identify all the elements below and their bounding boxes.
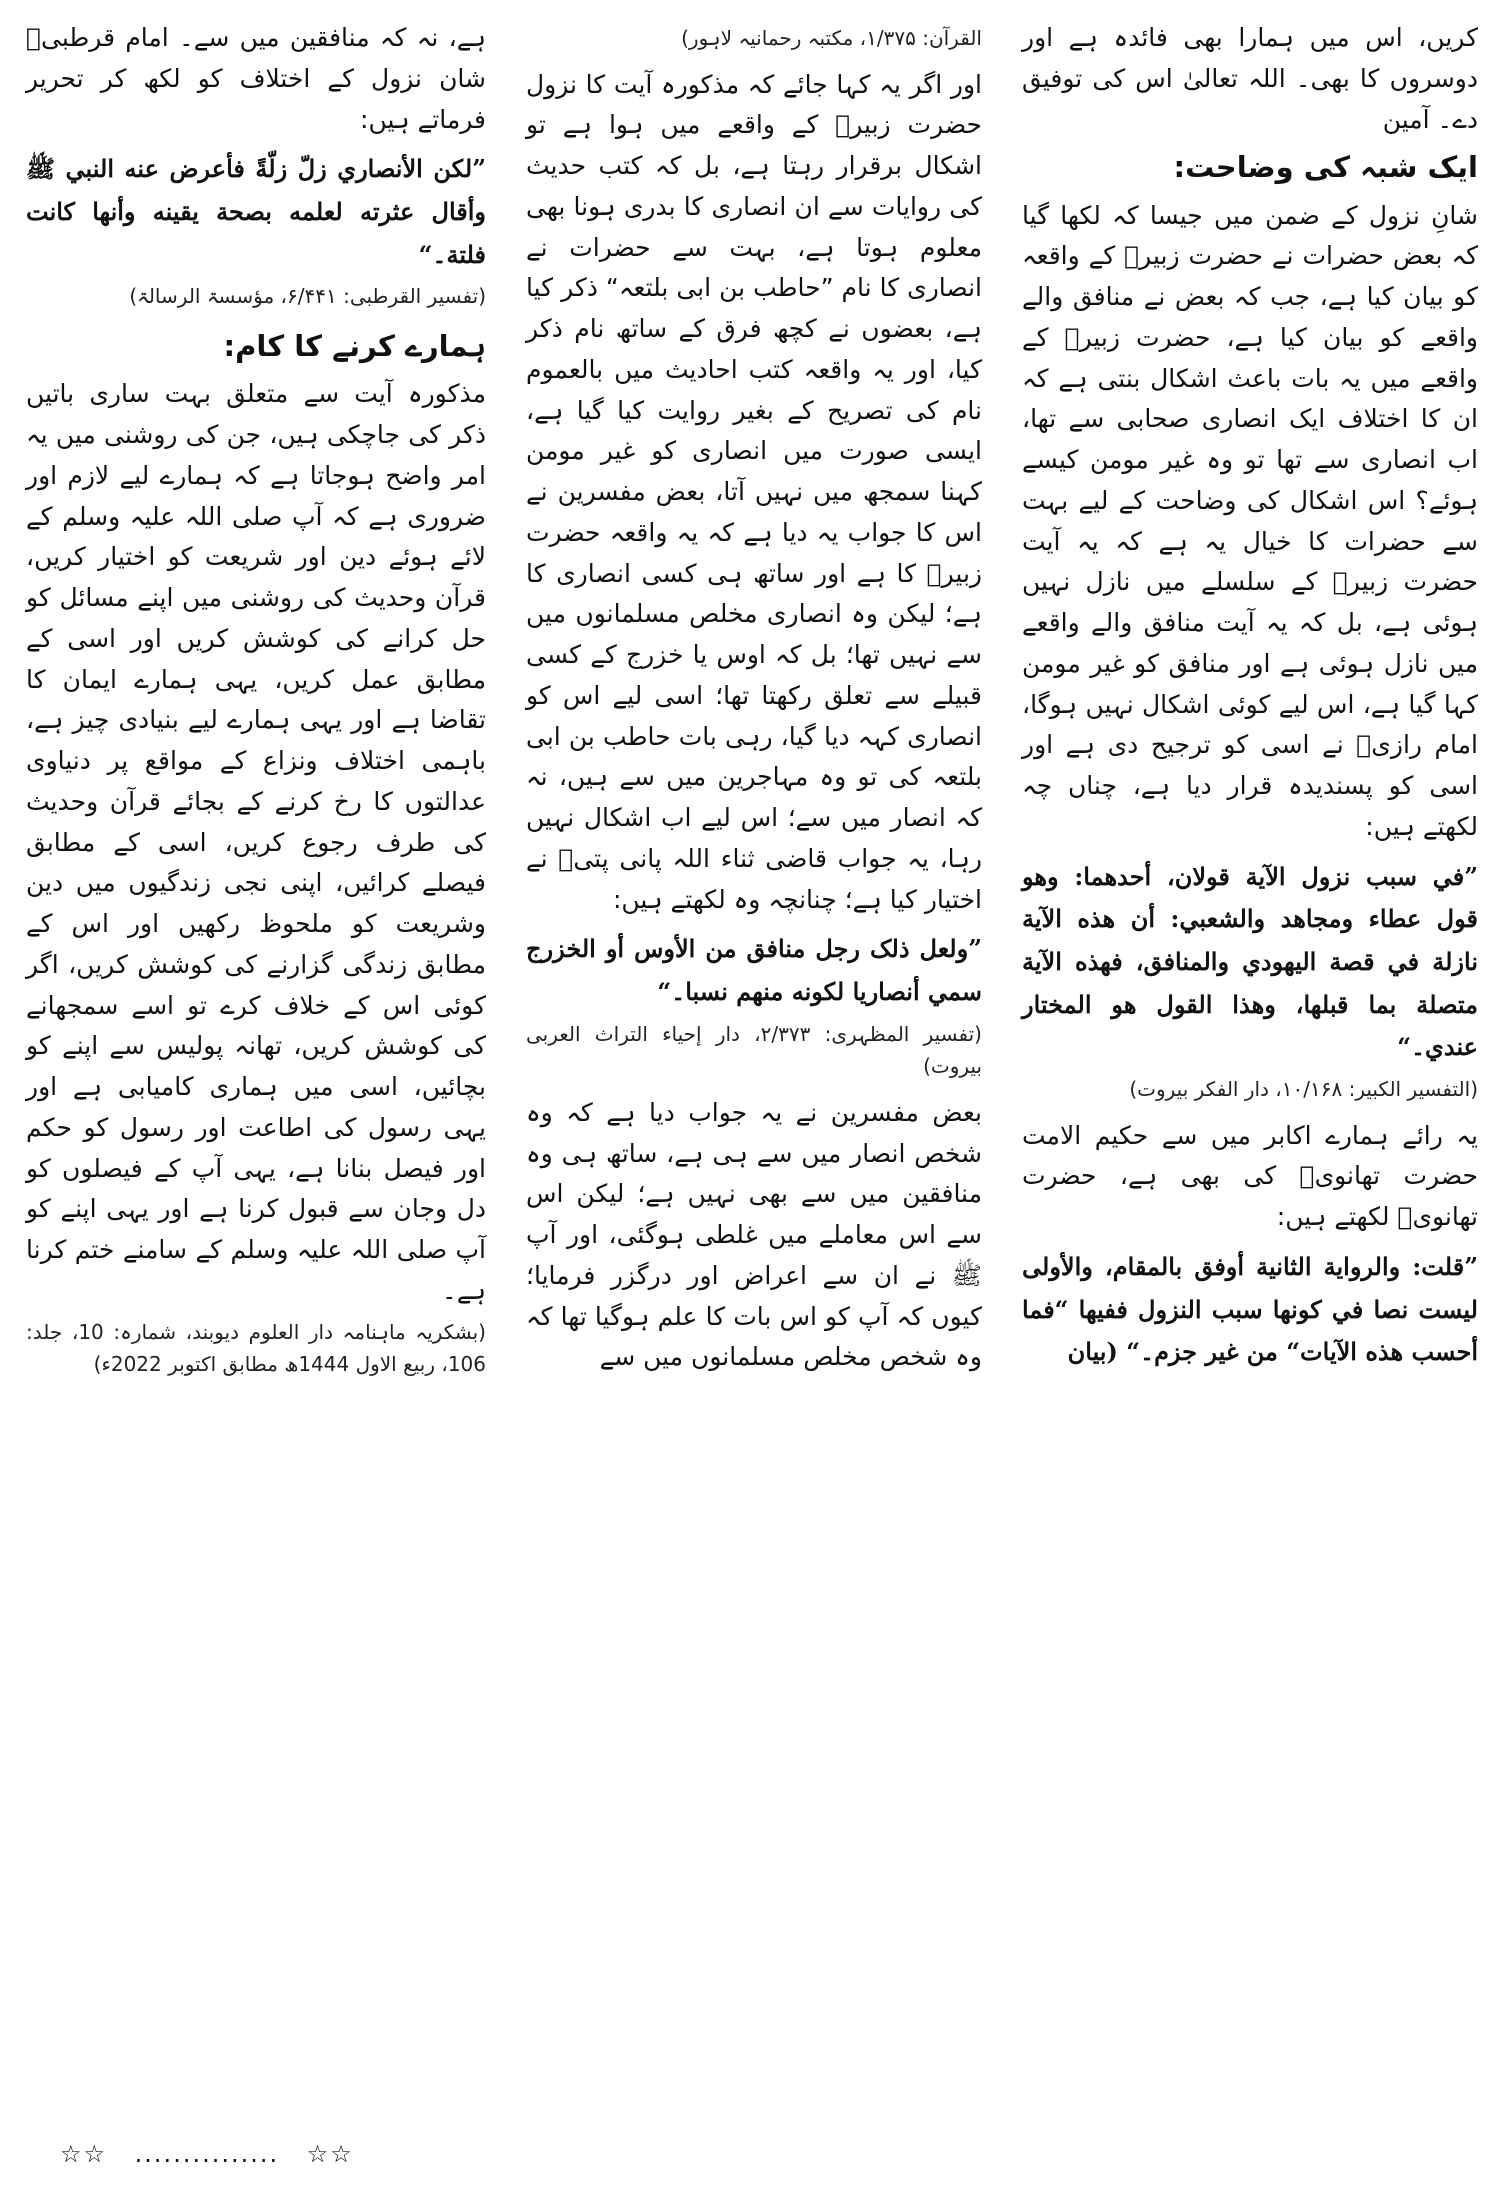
stars-ornament: ☆☆ xyxy=(306,2140,354,2168)
paragraph: اور اگر یہ کہا جائے کہ مذکورہ آیت کا نزول حضرت زبیرؓ کے واقعے میں ہوا ہے تو اشکال برقرار رہتا ہے، بل کہ کتب حدیث کی روایات سے ان انصاری کا بدری ہونا بھی معلوم ہوتا ہے، بہت سے حضرات نے انصاری کا نام ”حاطب بن ابی بلتعہ“ ذکر کیا ہے، بعضوں نے کچھ فرق کے ساتھ نام ذکر کیا، اور یہ واقعہ کتب احادیث میں بالعموم نام کی تصریح کے بغیر روایت کیا گیا ہے، ایسی صورت میں انصاری کو غیر مومن کہنا سمجھ میں نہیں آتا، بعض مفسرین نے اس کا جواب یہ دیا ہے کہ یہ واقعہ حضرت زبیرؓ کا ہے اور ساتھ ہی کسی انصاری کا ہے؛ لیکن وہ انصاری مخلص مسلمانوں میں سے نہیں تھا؛ بل کہ اوس یا خزرج کے کسی قبیلے سے تعلق رکھتا تھا؛ اسی لیے اس کو انصاری کہہ دیا گیا، رہی بات حاطب بن ابی بلتعہ کی تو وہ مہاجرین میں سے ہیں، نہ کہ انصار میں سے؛ اس لیے اب اشکال نہیں رہا، یہ جواب قاضی ثناء اللہ پانی پتیؒ نے اختیار کیا ہے؛ چنانچہ وہ لکھتے ہیں: xyxy=(526,69,982,914)
paragraph: ہے، نہ کہ منافقین میں سے۔ امام قرطبیؒ شان نزول کے اختلاف کو لکھ کر تحریر فرماتے ہیں: xyxy=(26,23,486,134)
end-ornament xyxy=(60,2140,460,2168)
arabic-quote: ”قلت: والرواية الثانية أوفق بالمقام، والأولى ليست نصا في كونها سبب النزول ففيها “فما أحسب هذه الآيات“ من غير جزم۔“ (بیان xyxy=(1022,1251,1478,1367)
arabic-quote: ”ولعل ذلک رجل منافق من الأوس أو الخزرج سمي أنصاريا لكونه منهم نسبا۔“ xyxy=(526,934,982,1007)
paragraph: کریں، اس میں ہمارا بھی فائدہ ہے اور دوسروں کا بھی۔ اللہ تعالیٰ اس کی توفیق دے۔ آمین xyxy=(1022,23,1478,134)
stars-ornament: ☆☆ xyxy=(60,2140,108,2168)
arabic-quote: ”لكن الأنصاري زلّ زلّةً فأعرض عنه النبي ﷺ وأقال عثرته لعلمه بصحة يقينه وأنها كانت فلتة۔“ xyxy=(26,154,486,269)
citation: (التفسیر الکبیر: ۱۰/۱۶۸، دار الفکر بیروت) xyxy=(1129,1077,1478,1102)
paragraph: مذکورہ آیت سے متعلق بہت ساری باتیں ذکر کی جاچکی ہیں، جن کی روشنی میں یہ امر واضح ہوجاتا ہے کہ ہمارے لیے لازم اور ضروری ہے کہ آپ صلی اللہ علیہ وسلم کے لائے ہوئے دین اور شریعت کو اختیار کریں، قرآن وحدیث کی روشنی میں اپنے مسائل کو حل کرانے کی کوشش کریں اور اسی کے مطابق عمل کریں، یہی ہمارے ایمان کا تقاضا ہے اور یہی ہمارے لیے بنیادی چیز ہے، باہمی اختلاف ونزاع کے مواقع پر دنیاوی عدالتوں کا رخ کرنے کے بجائے قرآن وحدیث کی طرف رجوع کریں، اسی کے مطابق فیصلے کرائیں، اپنی نجی زندگیوں میں دین وشریعت کو ملحوظ رکھیں اور اس کے مطابق زندگی گزارنے کی کوشش کریں، اگر کوئی اس کے خلاف کرے تو اسے سمجھانے کی کوشش کریں، تھانہ پولیس سے اپنے کو بچائیں، اسی میں ہماری کامیابی ہے اور یہی رسول کی اطاعت اور رسول کو حکم اور فیصل بنانا ہے، یہی آپ کے فیصلوں کو دل وجان سے قبول کرنا ہے اور یہی اپنے کو آپ صلی اللہ علیہ وسلم کے سامنے ختم کرنا ہے۔ xyxy=(26,379,486,1305)
paragraph: یہ رائے ہمارے اکابر میں سے حکیم الامت حضرت تھانویؒ کی بھی ہے، حضرت تھانویؒ لکھتے ہیں: xyxy=(1022,1120,1478,1232)
section-heading: ایک شبہ کی وضاحت: xyxy=(1173,150,1478,185)
column-left xyxy=(26,18,486,1391)
paragraph: بعض مفسرین نے یہ جواب دیا ہے کہ وہ شخص انصار میں سے ہی ہے، ساتھ ہی وہ منافقین میں سے بھی نہیں ہے؛ لیکن اس سے اس معاملے میں غلطی ہوگئی، اور آپ ﷺ نے ان سے اعراض اور درگزر فرمایا؛ کیوں کہ آپ کو اس بات کا علم ہوگیا تھا کہ وہ شخص مخلص مسلمانوں میں سے xyxy=(526,1097,982,1372)
section-heading: ہمارے کرنے کا کام: xyxy=(223,329,486,363)
citation: (تفسیر المظہری: ۲/۳۷۳، دار إحیاء التراث العربی بیروت) xyxy=(526,1021,982,1079)
paragraph: شانِ نزول کے ضمن میں جیسا کہ لکھا گیا کہ بعض حضرات نے حضرت زبیرؓ کے واقعہ کو بیان کیا ہے، جب کہ بعض نے منافق والے واقعے کو بیان کیا ہے، حضرت زبیرؓ کے واقعے میں یہ بات باعث اشکال بنتی ہے کہ ان کا اختلاف ایک انصاری صحابی سے تھا، اب انصاری سے تھا تو وہ غیر مومن کیسے ہوئے؟ اس اشکال کی وضاحت کے لیے بہت سے حضرات کا خیال یہ ہے کہ یہ آیت حضرت زبیرؓ کے سلسلے میں نازل نہیں ہوئی ہے، بل کہ یہ آیت منافق والے واقعے میں نازل ہوئی ہے اور منافق کو غیر مومن کہا گیا ہے، اس لیے کوئی اشکال نہیں ہوگا، امام رازیؒ نے اسی کو ترجیح دی ہے اور اسی کو پسندیدہ قرار دیا ہے، چناں چہ لکھتے ہیں: xyxy=(1022,200,1478,841)
arabic-quote: ”في سبب نزول الآية قولان، أحدهما: وهو قول عطاء ومجاهد والشعبي: أن هذه الآية نازلة في قصة اليهودي والمنافق، فهذه الآية متصلة بما قبلها، وهذا القول هو المختار عندي۔“ xyxy=(1022,861,1478,1062)
citation: (تفسیر القرطبی: ۶/۴۴۱، مؤسسۃ الرسالۃ) xyxy=(129,284,486,309)
citation: القرآن: ۱/۳۷۵، مکتبہ رحمانیہ لاہور) xyxy=(681,26,982,50)
column-middle xyxy=(526,18,982,1382)
column-right xyxy=(1022,18,1478,1378)
citation: (بشکریہ ماہنامہ دار العلوم دیوبند، شمارہ: 10، جلد: 106، ربیع الاول 1444ھ مطابق اکتوبر 2022ء) xyxy=(26,1319,486,1377)
dots-ornament: ............... xyxy=(134,2140,280,2168)
